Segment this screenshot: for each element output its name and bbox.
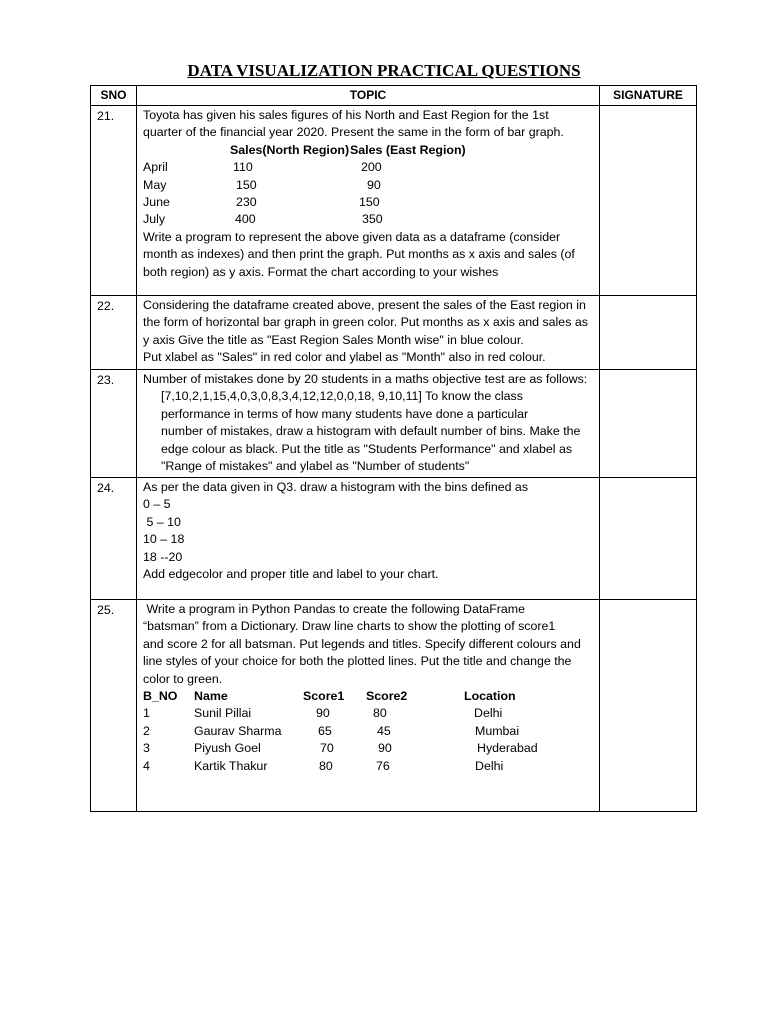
bin-line: 5 – 10 (143, 514, 181, 529)
east-cell: 150 (359, 195, 380, 210)
north-cell: 110 (233, 160, 253, 175)
score2-cell: 76 (376, 758, 390, 773)
score1-cell: 70 (320, 741, 334, 756)
text-line: line styles of your choice for both the plotted lines. Put the title and change the (143, 654, 572, 669)
sno-cell: 21. (91, 106, 137, 296)
text-line: Put xlabel as "Sales" in red color and ylabel as "Month" also in red colour. (143, 350, 546, 365)
sno-cell: 23. (91, 370, 137, 478)
batsman-table (143, 688, 595, 775)
text-line: Add edgecolor and proper title and label to your chart. (143, 567, 439, 582)
bin-line: 18 --20 (143, 549, 183, 564)
sales-table (143, 142, 595, 229)
topic-cell (137, 296, 600, 370)
text-line: Write a program in Python Pandas to create the following DataFrame (143, 602, 526, 616)
bin-line: 10 – 18 (143, 532, 185, 547)
score2-cell: 80 (373, 706, 387, 721)
text-line: and score 2 for all batsman. Put legends and titles. Specify different colours and (143, 636, 581, 651)
name-cell: Sunil Pillai (194, 706, 252, 721)
col-header: Name (194, 689, 228, 704)
signature-cell (600, 296, 697, 370)
month-cell: May (143, 177, 167, 192)
header-row (91, 86, 697, 106)
question-row-24 (91, 478, 697, 600)
text-line: y axis Give the title as "East Region Sales Month wise" in blue colour. (143, 332, 524, 347)
bno-cell: 3 (143, 741, 150, 756)
bin-line: 0 – 5 (143, 497, 171, 512)
east-cell: 200 (361, 160, 382, 175)
header-topic: TOPIC (137, 86, 600, 106)
text-line: both region) as y axis. Format the chart according to your wishes (143, 264, 499, 279)
header-sno: SNO (91, 86, 137, 106)
location-cell: Mumbai (475, 723, 520, 738)
signature-cell (600, 370, 697, 478)
score2-cell: 90 (378, 741, 392, 756)
north-cell: 400 (235, 212, 256, 227)
question-row-22 (91, 296, 697, 370)
signature-cell (600, 106, 697, 296)
score1-cell: 90 (316, 706, 330, 721)
sno-cell: 24. (91, 478, 137, 600)
bno-cell: 1 (143, 706, 150, 721)
col-header: Score2 (366, 689, 408, 704)
signature-cell (600, 478, 697, 600)
month-cell: April (143, 160, 168, 175)
text-line: Number of mistakes done by 20 students in a maths objective test are as follows: (143, 372, 588, 386)
page-title: DATA VISUALIZATION PRACTICAL QUESTIONS (187, 61, 581, 80)
text-line: "Range of mistakes" and ylabel as "Number of students" (161, 459, 470, 474)
text-line: As per the data given in Q3. draw a histogram with the bins defined as (143, 480, 529, 494)
bno-cell: 4 (143, 758, 150, 773)
name-cell: Kartik Thakur (194, 758, 268, 773)
text-line: the form of horizontal bar graph in green color. Put months as x axis and sales as (143, 315, 588, 330)
text-line: performance in terms of how many students have done a particular (161, 406, 529, 421)
topic-cell (137, 106, 600, 296)
bno-cell: 2 (143, 723, 150, 738)
sno-cell: 22. (91, 296, 137, 370)
col-header: B_NO (143, 689, 178, 704)
month-cell: June (143, 195, 170, 210)
text-line: month as indexes) and then print the graph. Put months as x axis and sales (of (143, 247, 575, 262)
topic-cell (137, 478, 600, 600)
sno-cell: 25. (91, 600, 137, 812)
score1-cell: 80 (319, 758, 333, 773)
north-cell: 150 (236, 177, 257, 192)
east-cell: 350 (362, 212, 383, 227)
text-line: number of mistakes, draw a histogram with default number of bins. Make the (161, 424, 581, 439)
name-cell: Gaurav Sharma (194, 723, 282, 738)
text-line: edge colour as black. Put the title as "Students Performance" and xlabel as (161, 441, 573, 456)
col-header: Score1 (303, 689, 345, 704)
question-row-23 (91, 370, 697, 478)
text-line: Toyota has given his sales figures of his North and East Region for the 1st (143, 108, 549, 122)
text-line: Write a program to represent the above given data as a dataframe (consider (143, 229, 561, 244)
question-row-25 (91, 600, 697, 812)
name-cell: Piyush Goel (194, 741, 261, 756)
text-line: color to green. (143, 671, 223, 686)
location-cell: Hyderabad (477, 741, 538, 756)
topic-cell (137, 370, 600, 478)
question-row-21 (91, 106, 697, 296)
month-cell: July (143, 212, 166, 227)
text-line: “batsman” from a Dictionary. Draw line charts to show the plotting of score1 (143, 619, 556, 634)
header-signature: SIGNATURE (600, 86, 697, 106)
east-cell: 90 (367, 177, 381, 192)
text-line: [7,10,2,1,15,4,0,3,0,8,3,4,12,12,0,0,18, 9,10,11] To know the class (161, 389, 523, 404)
questions-table (90, 85, 697, 812)
col-header: Sales(North Region) (230, 142, 350, 157)
location-cell: Delhi (474, 706, 503, 721)
score1-cell: 65 (318, 723, 332, 738)
location-cell: Delhi (475, 758, 504, 773)
topic-cell (137, 600, 600, 812)
text-line: quarter of the financial year 2020. Present the same in the form of bar graph. (143, 125, 564, 140)
col-header: Location (464, 689, 516, 704)
text-line: Considering the dataframe created above, present the sales of the East region in (143, 298, 586, 312)
col-header: Sales (East Region) (350, 142, 466, 157)
score2-cell: 45 (377, 723, 391, 738)
north-cell: 230 (236, 195, 257, 210)
signature-cell (600, 600, 697, 812)
